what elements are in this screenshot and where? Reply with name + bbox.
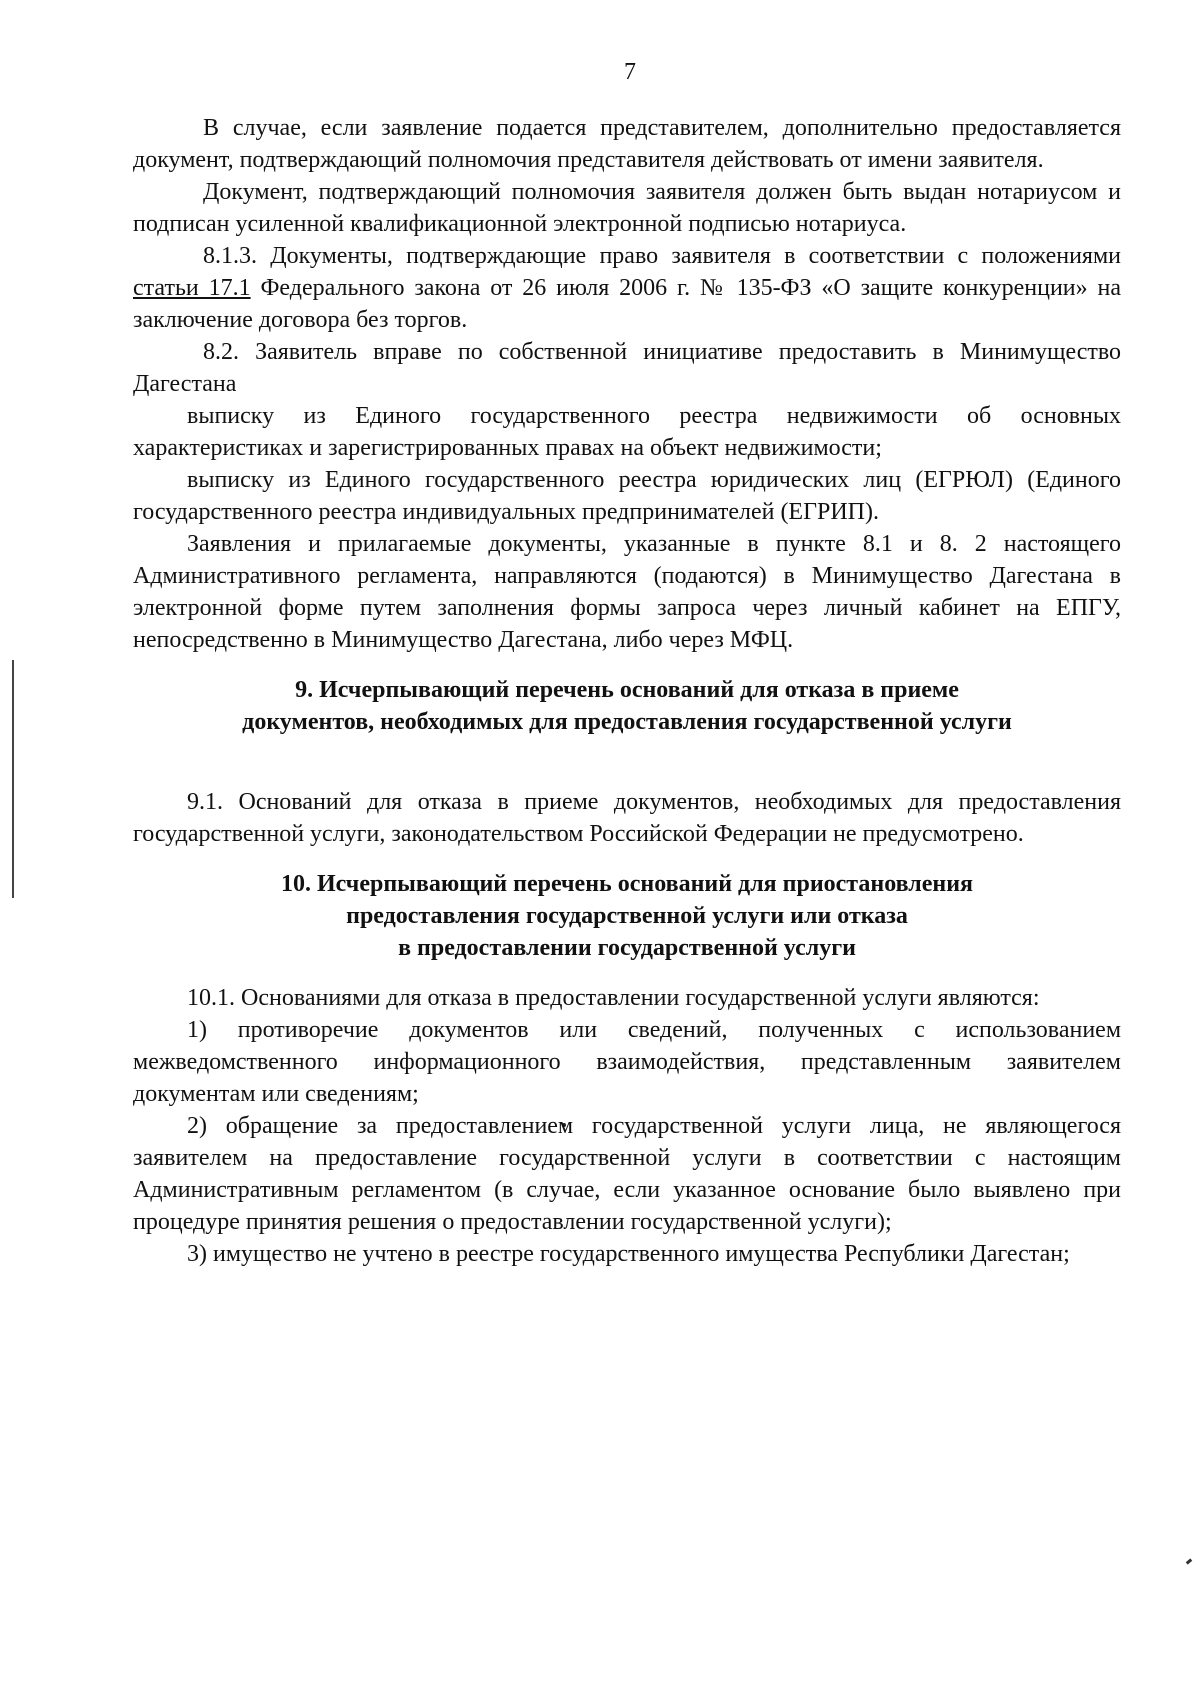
paragraph-notary: Документ, подтверждающий полномочия заявителя должен быть выдан нотариусом и подписан усиленной квалификационной электронной подписью нотариуса. bbox=[133, 179, 1121, 237]
scan-corner-mark bbox=[1186, 1558, 1193, 1564]
list-item-2: 2) обращение за предоставлением государственной услуги лица, не являющегося заявителем на предоставление государственной услуги в соответствии с настоящим Административным регламентом (в случае, если указанное основание было выявлено при процедуре принятия решения о предоставлении государственной услуги); bbox=[133, 1113, 1121, 1235]
page-number: 7 bbox=[624, 59, 636, 85]
document-body bbox=[133, 112, 1121, 1270]
paragraph-8-1-3-end: Федерального закона от 26 июля 2006 г. № 135-ФЗ «О защите конкуренции» на заключение договора без торгов. bbox=[133, 275, 1121, 333]
section-10-title-line3: в предоставлении государственной услуги bbox=[398, 935, 856, 961]
list-item-3: 3) имущество не учтено в реестре государственного имущества Республики Дагестан; bbox=[187, 1241, 1070, 1267]
paragraph-8-2: 8.2. Заявитель вправе по собственной инициативе предоставить в Минимущество Дагестана bbox=[133, 339, 1121, 397]
section-10-title bbox=[133, 868, 1121, 964]
section-10-title-line2: предоставления государственной услуги или отказа bbox=[346, 903, 908, 929]
paragraph-10-1: 10.1. Основаниями для отказа в предоставлении государственной услуги являются: bbox=[187, 985, 1040, 1011]
paragraph-representative: В случае, если заявление подается представителем, дополнительно предоставляется документ, подтверждающий полномочия представителя действовать от имени заявителя. bbox=[133, 115, 1121, 173]
section-9-title-line1: 9. Исчерпывающий перечень оснований для отказа в приеме bbox=[295, 677, 959, 703]
section-10-title-line1: 10. Исчерпывающий перечень оснований для приостановления bbox=[280, 871, 974, 897]
scan-margin-line bbox=[12, 660, 14, 898]
section-9-title-line2: документов, необходимых для предоставления государственной услуги bbox=[242, 709, 1012, 735]
paragraph-egrn-extract: выписку из Единого государственного реестра недвижимости об основных характеристиках и зарегистрированных правах на объект недвижимости; bbox=[133, 403, 1121, 461]
section-9-title bbox=[133, 674, 1121, 738]
law-article-link[interactable]: статьи 17.1 bbox=[133, 275, 251, 301]
paragraph-9-1: 9.1. Оснований для отказа в приеме документов, необходимых для предоставления государственной услуги, законодательством Российской Федерации не предусмотрено. bbox=[133, 789, 1121, 847]
paragraph-8-1-3 bbox=[133, 240, 1121, 336]
paragraph-egrul-extract: выписку из Единого государственного реестра юридических лиц (ЕГРЮЛ) (Единого государственного реестра индивидуальных предпринимателей (ЕГРИП). bbox=[133, 467, 1121, 525]
paragraph-submission: Заявления и прилагаемые документы, указанные в пункте 8.1 и 8. 2 настоящего Административного регламента, направляются (подаются) в Минимущество Дагестана в электронной форме путем заполнения формы запроса через личный кабинет на ЕПГУ, непосредственно в Минимущество Дагестана, либо через МФЦ. bbox=[133, 531, 1121, 653]
list-item-1: 1) противоречие документов или сведений, полученных с использованием межведомственного информационного взаимодействия, представленным заявителем документам или сведениям; bbox=[133, 1017, 1121, 1107]
paragraph-8-1-3-start: 8.1.3. Документы, подтверждающие право заявителя в соответствии с положениями bbox=[203, 243, 1121, 269]
